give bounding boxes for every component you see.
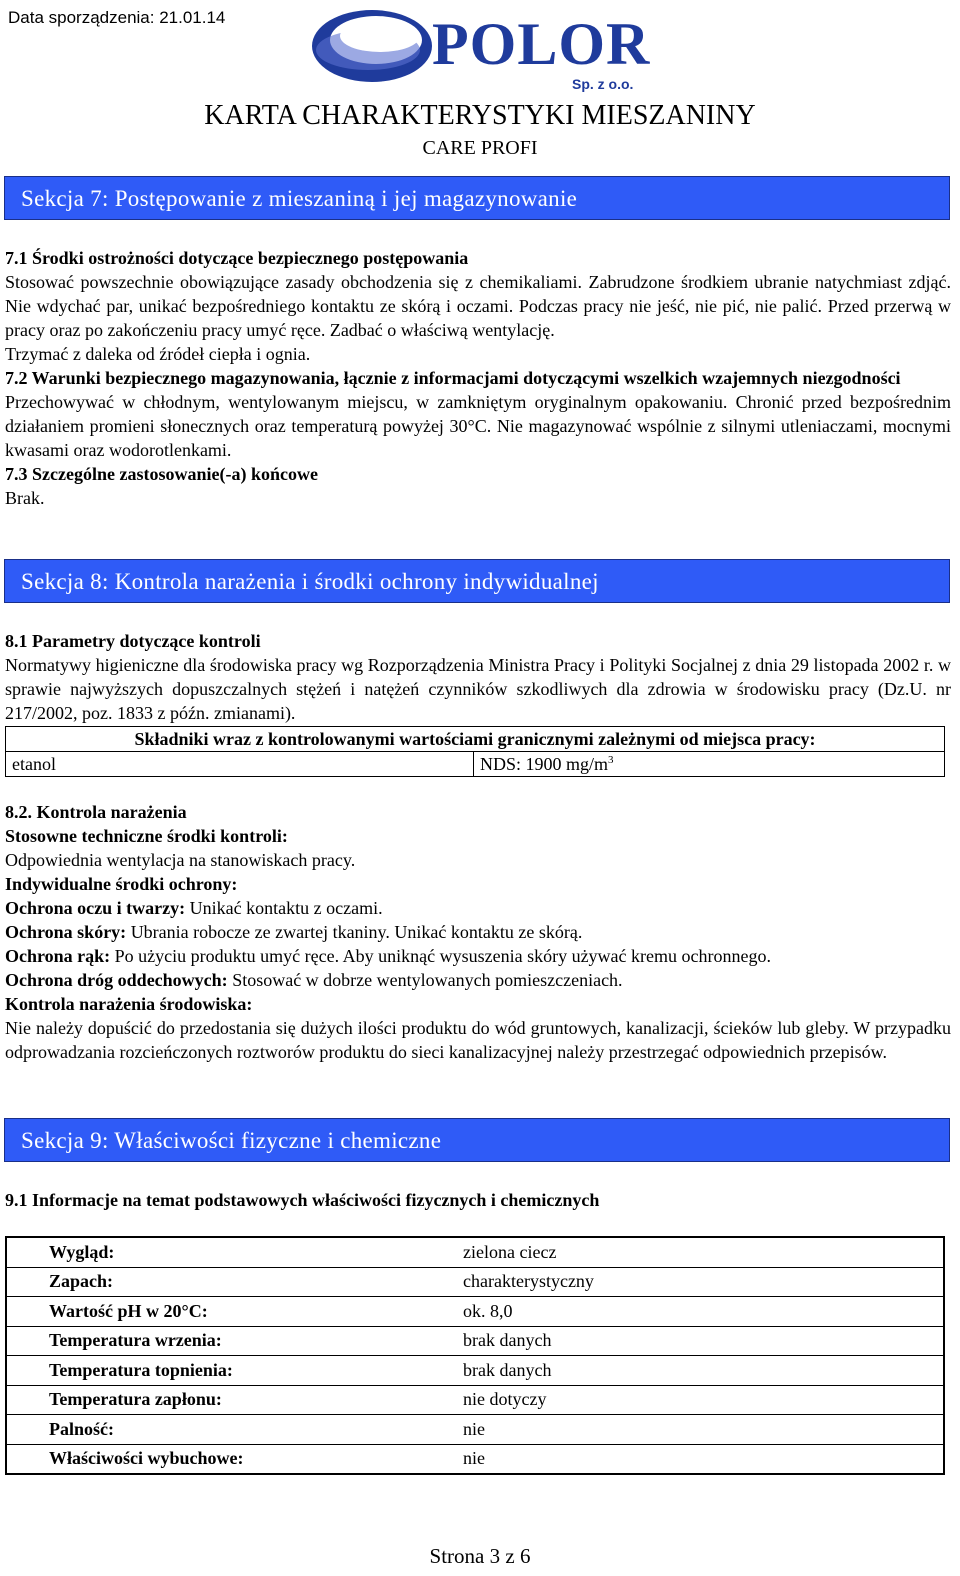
section-7-header: Sekcja 7: Postępowanie z mieszaniną i jej magazynowanie (4, 176, 950, 220)
heading-7-3: 7.3 Szczególne zastosowanie(-a) końcowe (5, 464, 318, 484)
tech-controls-label: Stosowne techniczne środki kontroli: (5, 826, 288, 846)
table-row (6, 1237, 944, 1267)
respiratory-protection-text: Stosować w dobrze wentylowanych pomieszczeniach. (227, 970, 623, 990)
polor-logo (310, 6, 650, 96)
hand-protection (5, 944, 951, 968)
ppe-label: Indywidualne środki ochrony: (5, 874, 238, 894)
logo-company-suffix: Sp. z o.o. (572, 76, 634, 92)
paragraph-7-2: Przechowywać w chłodnym, wentylowanym miejscu, w zamkniętym oryginalnym opakowaniu. Chronić przed bezpośrednim działaniem promieni słonecznych oraz temperaturą powyżej 30°C. Nie magazynować wspólnie z silnymi utleniaczami, mocnymi kwasami oraz wodorotlenkami. (5, 392, 951, 460)
section-9-header: Sekcja 9: Właściwości fizyczne i chemiczne (4, 1118, 950, 1162)
properties-table (5, 1236, 945, 1475)
product-name: CARE PROFI (422, 137, 538, 159)
property-name: Temperatura zapłonu: (6, 1385, 463, 1415)
section-8-2-body (5, 800, 951, 1064)
table-row (6, 1267, 944, 1297)
table-row (6, 1444, 944, 1474)
property-value: brak danych (463, 1326, 944, 1356)
section-8-header: Sekcja 8: Kontrola narażenia i środki ochrony indywidualnej (4, 559, 950, 603)
logo-wordmark: POLOR (432, 11, 651, 77)
heading-7-1: 7.1 Środki ostrożności dotyczące bezpiecznego postępowania (5, 248, 469, 268)
paragraph-8-1: Normatywy higieniczne dla środowiska pracy wg Rozporządzenia Ministra Pracy i Polityki Socjalnej z dnia 29 listopada 2002 r. w sprawie najwyższych dopuszczalnych stężeń i natężeń czynników szkodliwych dla zdrowia w środowisku pracy (Dz.U. nr 217/2002, poz. 1833 z późn. zmianami). (5, 655, 951, 723)
heading-9-1: 9.1 Informacje na temat podstawowych właściwości fizycznych i chemicznych (5, 1190, 600, 1210)
table-row (6, 1385, 944, 1415)
limit-cell (474, 752, 945, 777)
hand-protection-text: Po użyciu produktu umyć ręce. Aby uniknąć wysuszenia skóry używać kremu ochronnego. (110, 946, 771, 966)
hand-protection-label: Ochrona rąk: (5, 946, 111, 966)
environment-text: Nie należy dopuścić do przedostania się dużych ilości produktu do wód gruntowych, kanalizacji, ścieków lub gleby. W przypadku odprowadzania rozcieńczonych roztworów produktu do sieci kanalizacyjnej należy przestrzegać odpowiednich przepisów. (5, 1018, 951, 1062)
property-value: nie (463, 1448, 485, 1469)
paragraph-7-3: Brak. (5, 488, 45, 508)
property-name: Zapach: (6, 1267, 463, 1297)
eye-protection (5, 896, 951, 920)
heading-8-1: 8.1 Parametry dotyczące kontroli (5, 631, 261, 651)
table-header-row (6, 727, 945, 752)
property-name: Temperatura wrzenia: (6, 1326, 463, 1356)
respiratory-protection (5, 968, 951, 992)
paragraph-7-1: Stosować powszechnie obowiązujące zasady obchodzenia się z chemikaliami. Zabrudzone środkiem ubranie natychmiast zdjąć. Nie wdychać par, unikać bezpośredniego kontaktu ze skórą i oczami. Podczas pracy nie jeść, nie pić, nie palić. Przed przerwą w pracy oraz po zakończeniu pracy umyć ręce. Zadbać o właściwą wentylację. (5, 272, 951, 340)
respiratory-protection-label: Ochrona dróg oddechowych: (5, 970, 228, 990)
section-9-body (5, 1188, 951, 1212)
document-title: KARTA CHARAKTERYSTYKI MIESZANINY (204, 100, 756, 131)
table-row (6, 752, 945, 777)
skin-protection (5, 920, 951, 944)
section-7-body (5, 246, 951, 510)
skin-protection-label: Ochrona skóry: (5, 922, 127, 942)
table-row (6, 1415, 944, 1445)
property-name: Właściwości wybuchowe: (49, 1448, 244, 1469)
property-name: Palność: (6, 1415, 463, 1445)
property-value: ok. 8,0 (463, 1297, 944, 1327)
heading-8-2: 8.2. Kontrola narażenia (5, 802, 187, 822)
limit-value: NDS: 1900 mg/m (480, 753, 609, 774)
section-8-1-body (5, 629, 951, 725)
component-cell: etanol (6, 752, 474, 777)
property-value: brak danych (463, 1356, 944, 1386)
creation-date: Data sporządzenia: 21.01.14 (8, 8, 226, 27)
property-name: Wygląd: (6, 1237, 463, 1267)
table-row (6, 1356, 944, 1386)
logo-swoosh-icon (310, 6, 440, 86)
skin-protection-text: Ubrania robocze ze zwartej tkaniny. Unikać kontaktu ze skórą. (126, 922, 583, 942)
table-row (6, 1297, 944, 1327)
table-row (6, 1326, 944, 1356)
property-value: nie (463, 1415, 944, 1445)
eye-protection-text: Unikać kontaktu z oczami. (185, 898, 383, 918)
limit-unit-exponent: 3 (608, 753, 614, 766)
property-value: zielona ciecz (463, 1237, 944, 1267)
page-number: Strona 3 z 6 (429, 1544, 531, 1568)
property-name: Temperatura topnienia: (6, 1356, 463, 1386)
eye-protection-label: Ochrona oczu i twarzy: (5, 898, 186, 918)
property-value: nie dotyczy (463, 1385, 944, 1415)
table-header-cell: Składniki wraz z kontrolowanymi wartościami granicznymi zależnymi od miejsca pracy: (6, 727, 945, 752)
property-name: Wartość pH w 20°C: (6, 1297, 463, 1327)
environment-label: Kontrola narażenia środowiska: (5, 994, 253, 1014)
exposure-limits-table (5, 726, 945, 777)
heading-7-2: 7.2 Warunki bezpiecznego magazynowania, łącznie z informacjami dotyczącymi wszelkich wzajemnych niezgodności (5, 368, 901, 388)
property-value: charakterystyczny (463, 1267, 944, 1297)
tech-controls-text: Odpowiednia wentylacja na stanowiskach pracy. (5, 850, 356, 870)
paragraph-7-1b: Trzymać z daleka od źródeł ciepła i ognia. (5, 344, 311, 364)
